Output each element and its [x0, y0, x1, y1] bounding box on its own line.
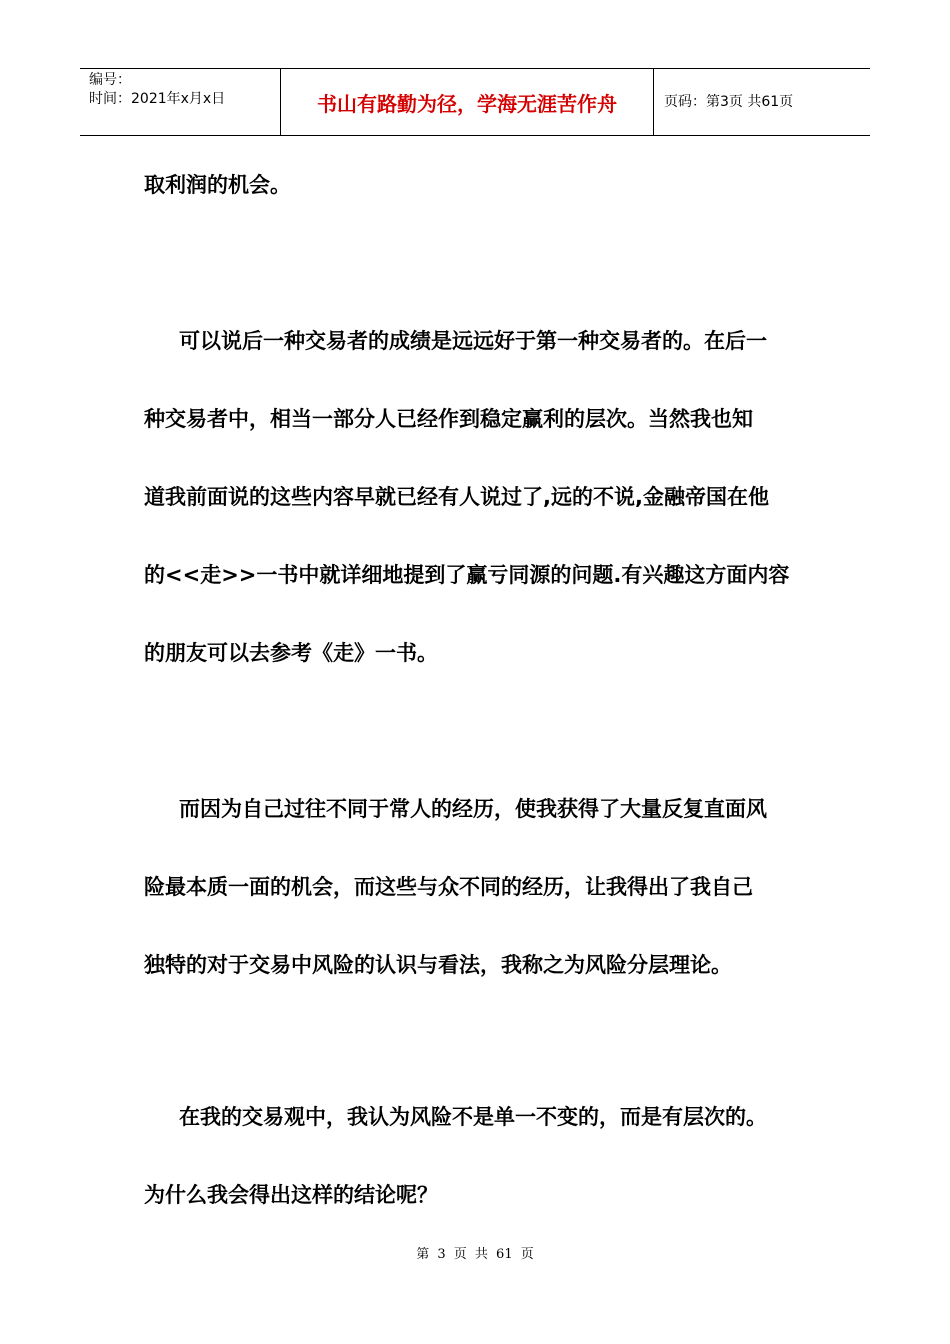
- document-time-label: 时间：2021年x月x日: [89, 91, 226, 107]
- text-line: 道我前面说的这些内容早就已经有人说过了,远的不说,金融帝国在他: [144, 485, 769, 509]
- header-meta-cell: [80, 69, 281, 135]
- text-line: 取利润的机会。: [144, 173, 291, 197]
- text-line: 独特的对于交易中风险的认识与看法，我称之为风险分层理论。: [144, 953, 732, 977]
- text-line: 而因为自己过往不同于常人的经历，使我获得了大量反复直面风: [179, 797, 767, 821]
- text-line: 的朋友可以去参考《走》一书。: [144, 641, 438, 665]
- text-line: 为什么我会得出这样的结论呢？: [144, 1183, 438, 1207]
- page-footer: 第 3 页 共 61 页: [416, 1247, 534, 1262]
- header-page-info: 页码：第3页 共61页: [664, 94, 794, 110]
- header-motto-cell: [281, 69, 654, 135]
- text-line: 险最本质一面的机会，而这些与众不同的经历，让我得出了我自己: [144, 875, 753, 899]
- paragraph-1: [144, 302, 814, 692]
- paragraph-continuation: [144, 146, 814, 224]
- text-line: 可以说后一种交易者的成绩是远远好于第一种交易者的。在后一: [179, 329, 767, 353]
- header-page-cell: [654, 69, 870, 135]
- text-line: 的<<走>>一书中就详细地提到了赢亏同源的问题.有兴趣这方面内容: [144, 563, 790, 587]
- paragraph-2: [144, 770, 814, 1004]
- document-number-label: 编号：: [89, 72, 131, 88]
- text-line: 种交易者中，相当一部分人已经作到稳定赢利的层次。当然我也知: [144, 407, 753, 431]
- header-motto: 书山有路勤为径，学海无涯苦作舟: [317, 92, 617, 116]
- paragraph-3: [144, 1078, 814, 1234]
- page-header: [80, 68, 870, 136]
- text-line: 在我的交易观中，我认为风险不是单一不变的，而是有层次的。: [179, 1105, 767, 1129]
